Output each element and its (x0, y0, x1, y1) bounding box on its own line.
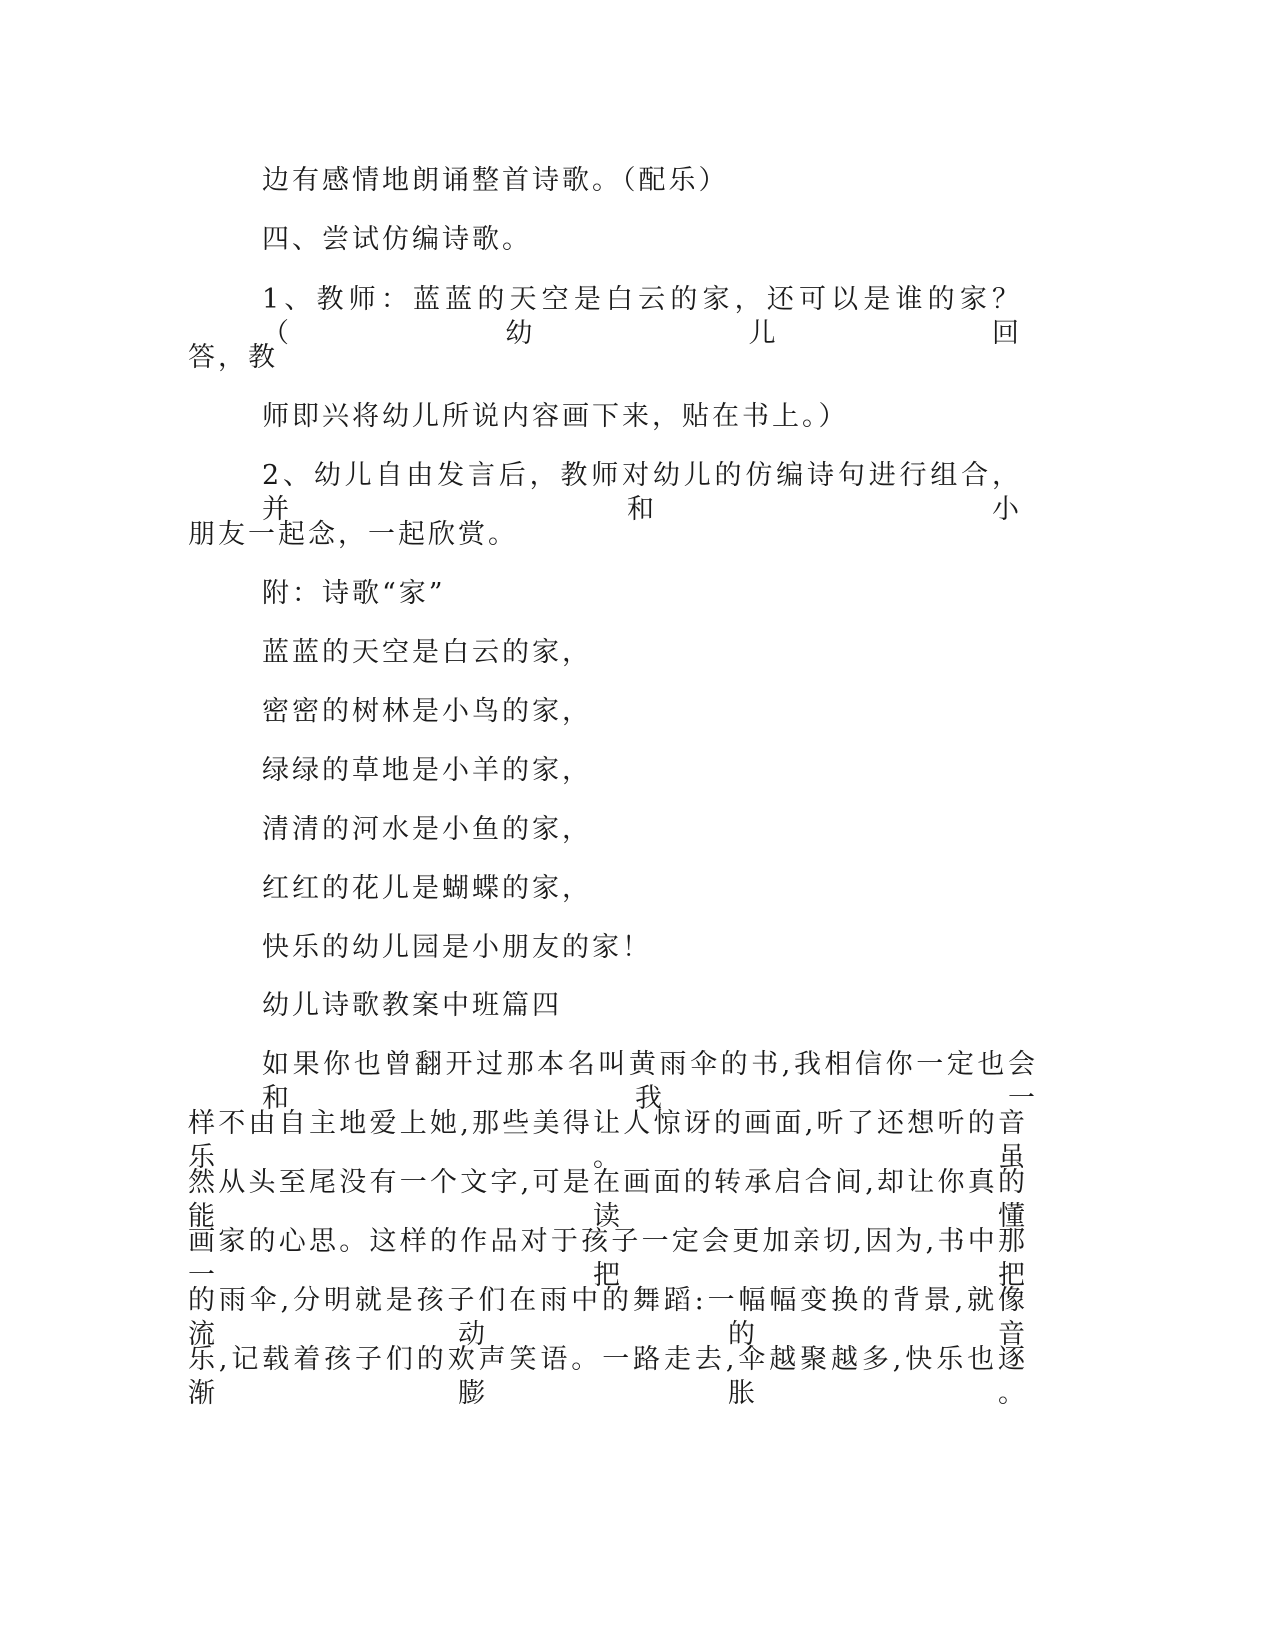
paragraph-line: 然从头至尾没有一个文字,可是在画面的转承启合间,却让你真的能读懂 (188, 1167, 1028, 1232)
paragraph-line: 的雨伞,分明就是孩子们在雨中的舞蹈:一幅幅变换的背景,就像流动的音 (188, 1285, 1028, 1350)
paragraph-line: 乐,记载着孩子们的欢声笑语。一路走去,伞越聚越多,快乐也逐渐膨胀。 (188, 1344, 1028, 1409)
paragraph-line: 如果你也曾翻开过那本名叫黄雨伞的书,我相信你一定也会和我一 (262, 1049, 1038, 1114)
paragraph-line: 答，教 (188, 342, 278, 373)
poem-line: 蓝蓝的天空是白云的家， (262, 637, 592, 668)
section-heading: 四、尝试仿编诗歌。 (262, 224, 532, 255)
paragraph-line: 1、教师：蓝蓝的天空是白云的家，还可以是谁的家？（幼儿回 (262, 284, 1022, 349)
poem-line: 清清的河水是小鱼的家， (262, 814, 592, 845)
paragraph-line: 画家的心思。这样的作品对于孩子一定会更加亲切,因为,书中那一把把 (188, 1226, 1028, 1291)
paragraph-line: 边有感情地朗诵整首诗歌。（配乐） (262, 165, 729, 196)
paragraph-line: 朋友一起念，一起欣赏。 (188, 519, 518, 550)
poem-title: 附：诗歌“家” (262, 578, 446, 609)
poem-line: 红红的花儿是蝴蝶的家， (262, 873, 592, 904)
poem-line: 密密的树林是小鸟的家， (262, 696, 592, 727)
section-heading: 幼儿诗歌教案中班篇四 (262, 990, 562, 1021)
paragraph-line: 师即兴将幼儿所说内容画下来，贴在书上。） (262, 401, 849, 432)
paragraph-line: 样不由自主地爱上她,那些美得让人惊讶的画面,听了还想听的音乐。虽 (188, 1108, 1028, 1173)
poem-line: 绿绿的草地是小羊的家， (262, 755, 592, 786)
paragraph-line: 2、幼儿自由发言后，教师对幼儿的仿编诗句进行组合，并和小 (262, 460, 1022, 525)
poem-line: 快乐的幼儿园是小朋友的家！ (262, 932, 652, 963)
